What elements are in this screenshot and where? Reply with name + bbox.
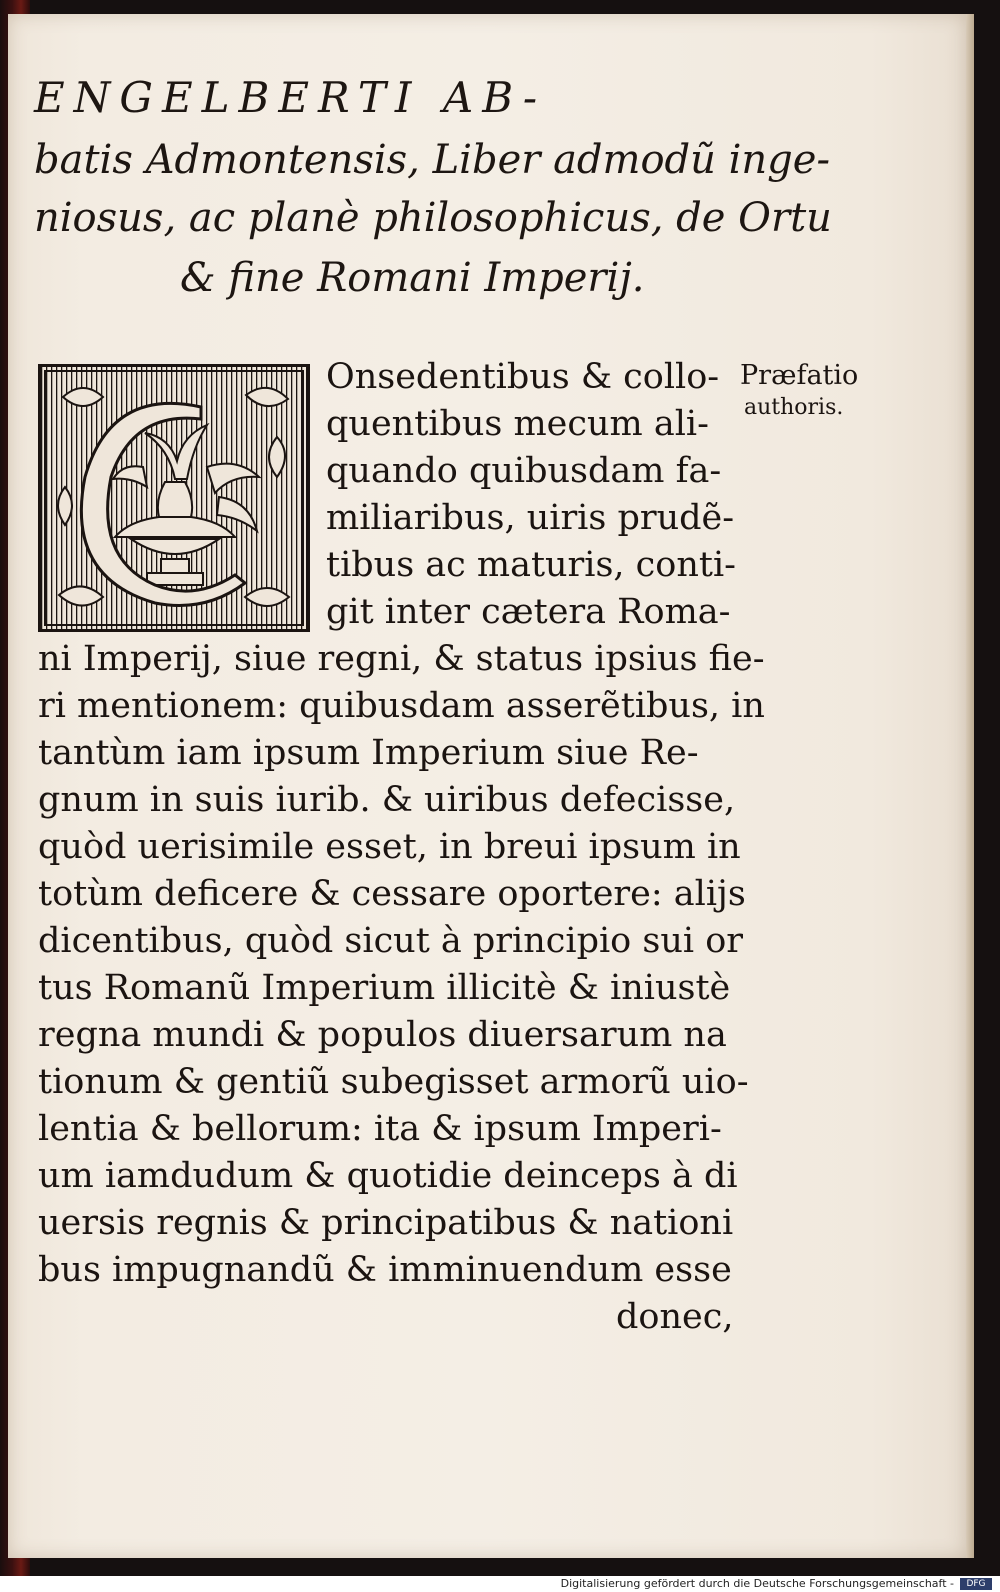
body-line-1: Onsedentibus & collo- — [326, 357, 720, 397]
body-line-9: tantùm iam ipsum Imperium siue Re- — [38, 733, 699, 773]
body-line-5: tibus ac maturis, conti- — [326, 545, 736, 585]
margin-note-line-1: Præfatio — [740, 360, 859, 391]
title-line-1: ENGELBERTI AB- — [34, 73, 547, 122]
page-edge — [966, 14, 974, 1558]
ornament-image — [41, 367, 307, 629]
body-line-21: donec, — [616, 1297, 734, 1337]
body-line-17: lentia & bellorum: ita & ipsum Imperi- — [38, 1109, 722, 1149]
body-line-2: quentibus mecum ali- — [326, 404, 709, 444]
body-line-3: quando quibusdam fa- — [326, 451, 722, 491]
body-line-6: git inter cætera Roma- — [326, 592, 731, 632]
body-line-12: totùm deficere & cessare oportere: alijs — [38, 874, 746, 914]
title-line-3: niosus, ac planè philosophicus, de Ortu — [34, 195, 832, 241]
body-line-10: gnum in suis iurib. & uiribus defecisse, — [38, 780, 736, 820]
body-line-7: ni Imperij, siue regni, & status ipsius fie- — [38, 639, 765, 679]
footer-credit: Digitalisierung gefördert durch die Deutsche Forschungsgemeinschaft - — [560, 1577, 954, 1590]
body-line-20: bus impugnandũ & imminuendum esse — [38, 1250, 732, 1290]
body-line-13: dicentibus, quòd sicut à principio sui or — [38, 921, 743, 961]
title-line-4: & fine Romani Imperij. — [180, 255, 645, 301]
body-line-8: ri mentionem: quibusdam asserẽtibus, in — [38, 686, 765, 726]
body-line-15: regna mundi & populos diuersarum na — [38, 1015, 727, 1055]
body-line-11: quòd uerisimile esset, in breui ipsum in — [38, 827, 741, 867]
title-line-2: batis Admontensis, Liber admodũ inge- — [34, 137, 830, 183]
decorated-initial — [38, 364, 310, 632]
margin-note-line-2: authoris. — [744, 395, 844, 420]
body-line-18: um iamdudum & quotidie deinceps à di — [38, 1156, 738, 1196]
dfg-logo: DFG — [960, 1578, 992, 1590]
body-line-16: tionum & gentiũ subegisset armorũ uio- — [38, 1062, 749, 1102]
body-line-4: miliaribus, uiris prudẽ- — [326, 498, 735, 538]
footer-bar — [0, 1576, 1000, 1592]
body-line-19: uersis regnis & principatibus & nationi — [38, 1203, 734, 1243]
body-line-14: tus Romanũ Imperium illicitè & iniustè — [38, 968, 731, 1008]
